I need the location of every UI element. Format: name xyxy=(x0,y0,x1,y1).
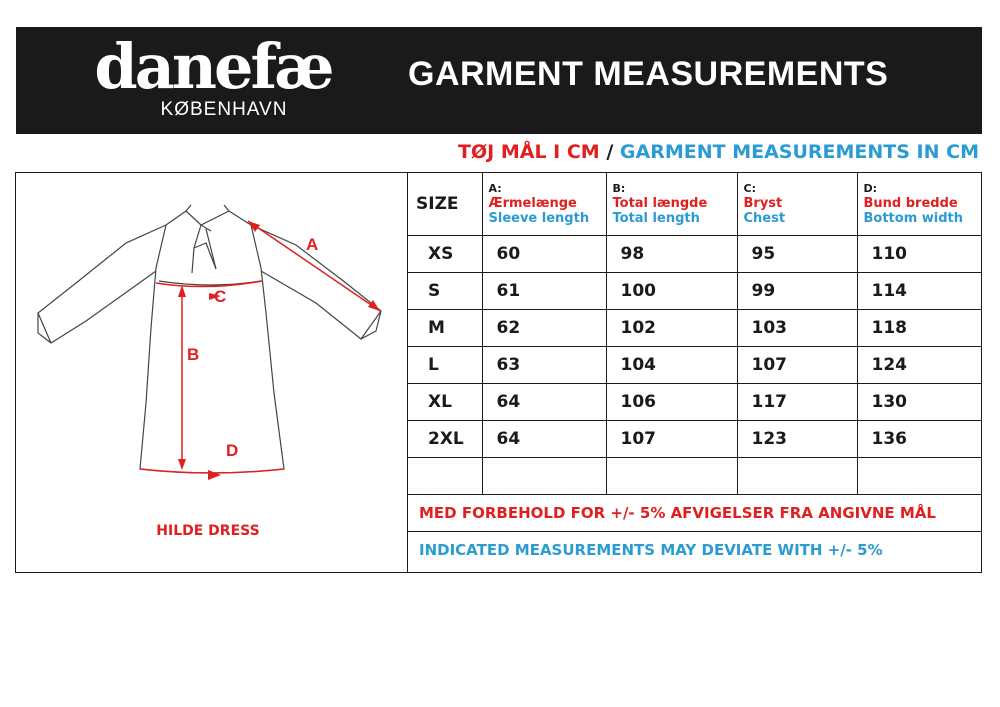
column-letter: B: xyxy=(612,182,626,196)
sleeve-length-cell: 61 xyxy=(482,272,606,309)
sleeve-length-cell: 64 xyxy=(482,383,606,420)
note-row-english xyxy=(408,531,982,568)
column-label-english: Bottom width xyxy=(863,211,964,227)
chest-cell: 95 xyxy=(737,235,857,272)
table-row xyxy=(408,420,982,457)
deviation-note-danish: MED FORBEHOLD FOR +/- 5% AFVIGELSER FRA ANGIVNE MÅL xyxy=(408,494,982,531)
sleeve-arrowhead-top xyxy=(248,221,260,232)
sleeve-length-cell: 62 xyxy=(482,309,606,346)
column-label-danish: Bryst xyxy=(743,196,783,212)
table-row xyxy=(408,383,982,420)
total-length-cell: 100 xyxy=(606,272,737,309)
bottom-width-cell: 136 xyxy=(857,420,982,457)
label-b: B xyxy=(187,345,200,364)
table-row xyxy=(408,346,982,383)
dress-name: HILDE DRESS xyxy=(156,523,260,539)
sleeve-length-cell: 60 xyxy=(482,235,606,272)
size-cell: 2XL xyxy=(408,420,482,457)
length-arrowhead-bottom xyxy=(178,459,186,470)
subtitle-separator: / xyxy=(606,141,614,163)
subtitle-danish: TØJ MÅL I CM xyxy=(458,141,600,163)
empty-cell xyxy=(408,457,482,494)
chest-cell: 123 xyxy=(737,420,857,457)
table-row xyxy=(408,272,982,309)
subtitle-english: GARMENT MEASUREMENTS IN CM xyxy=(619,141,979,163)
empty-cell xyxy=(606,457,737,494)
garment-illustration-panel xyxy=(16,173,408,572)
empty-cell xyxy=(737,457,857,494)
total-length-cell: 106 xyxy=(606,383,737,420)
column-label-english: Chest xyxy=(743,211,786,227)
brand-logo xyxy=(78,29,348,121)
table-row xyxy=(408,235,982,272)
column-header-a xyxy=(482,173,606,235)
column-header-c xyxy=(737,173,857,235)
column-label-english: Total length xyxy=(612,211,700,227)
column-header-d xyxy=(857,173,982,235)
column-label-english: Sleeve length xyxy=(488,211,590,227)
header-banner xyxy=(16,27,982,134)
column-letter: C: xyxy=(743,182,756,196)
logo-subtext: KØBENHAVN xyxy=(160,99,288,120)
bottom-arrowhead xyxy=(208,470,221,480)
subtitle xyxy=(458,141,979,163)
column-label-danish: Ærmelænge xyxy=(488,196,577,212)
label-c: C xyxy=(214,287,227,306)
chest-cell: 103 xyxy=(737,309,857,346)
logo-wordmark: danefæ xyxy=(94,30,332,103)
dress-illustration xyxy=(16,173,408,513)
total-length-cell: 102 xyxy=(606,309,737,346)
size-cell: M xyxy=(408,309,482,346)
sleeve-length-cell: 64 xyxy=(482,420,606,457)
column-letter: A: xyxy=(488,182,502,196)
column-label-danish: Total længde xyxy=(612,196,708,212)
column-label-danish: Bund bredde xyxy=(863,196,958,212)
size-cell: XL xyxy=(408,383,482,420)
label-d: D xyxy=(226,441,239,460)
empty-table-row xyxy=(408,457,982,494)
bottom-width-cell: 118 xyxy=(857,309,982,346)
sleeve-length-cell: 63 xyxy=(482,346,606,383)
table-row xyxy=(408,309,982,346)
deviation-note-english: INDICATED MEASUREMENTS MAY DEVIATE WITH +/- 5% xyxy=(408,531,982,568)
chest-cell: 107 xyxy=(737,346,857,383)
note-row-danish xyxy=(408,494,982,531)
size-cell: L xyxy=(408,346,482,383)
bottom-width-cell: 124 xyxy=(857,346,982,383)
chest-cell: 99 xyxy=(737,272,857,309)
size-table xyxy=(408,173,982,568)
column-letter: D: xyxy=(863,182,878,196)
table-header-row xyxy=(408,173,982,235)
total-length-cell: 104 xyxy=(606,346,737,383)
size-cell: XS xyxy=(408,235,482,272)
bottom-width-cell: 130 xyxy=(857,383,982,420)
bottom-width-cell: 110 xyxy=(857,235,982,272)
chest-arrow xyxy=(156,281,262,287)
chest-cell: 117 xyxy=(737,383,857,420)
total-length-cell: 98 xyxy=(606,235,737,272)
size-cell: S xyxy=(408,272,482,309)
bottom-width-cell: 114 xyxy=(857,272,982,309)
size-header: SIZE xyxy=(408,173,482,235)
total-length-cell: 107 xyxy=(606,420,737,457)
empty-cell xyxy=(482,457,606,494)
column-header-b xyxy=(606,173,737,235)
measurement-panel xyxy=(15,172,982,573)
empty-cell xyxy=(857,457,982,494)
label-a: A xyxy=(306,235,319,254)
page-title: GARMENT MEASUREMENTS xyxy=(408,55,889,93)
